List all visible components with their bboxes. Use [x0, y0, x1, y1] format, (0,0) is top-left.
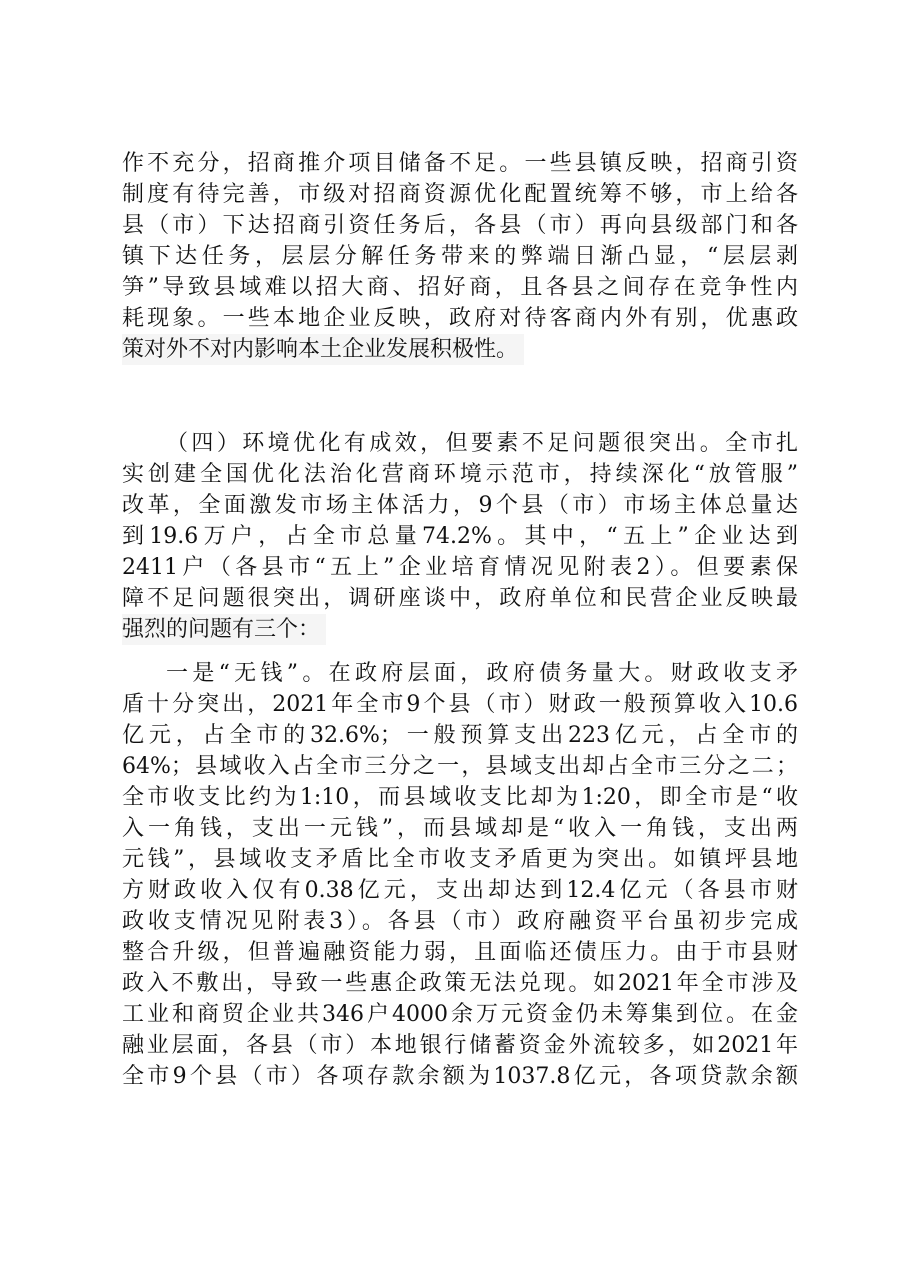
text-line: 政收支情况见附表3）。各县（市）政府融资平台虽初步完成 [122, 909, 798, 934]
text-line: 制度有待完善，市级对招商资源优化配置统筹不够，市上给各 [122, 182, 798, 207]
text-line: 作不充分，招商推介项目储备不足。一些县镇反映，招商引资 [122, 151, 798, 176]
text-line: 政入不敷出，导致一些惠企政策无法兑现。如2021年全市涉及 [122, 971, 798, 996]
text-line: 镇下达任务，层层分解任务带来的弊端日渐凸显，“层层剥 [122, 244, 798, 269]
text-line: 县（市）下达招商引资任务后，各县（市）再向县级部门和各 [122, 213, 798, 238]
text-line: 策对外不对内影响本土企业发展积极性。 [122, 334, 524, 365]
text-line: 元钱”，县域收支矛盾比全市收支矛盾更为突出。如镇坪县地 [122, 847, 798, 872]
paragraph-investment [122, 148, 798, 369]
text-line: 一是“无钱”。在政府层面，政府债务量大。财政收支矛 [166, 661, 798, 686]
text-line: 方财政收入仅有0.38亿元，支出却达到12.4亿元（各县市财 [122, 878, 798, 903]
text-line: 盾十分突出，2021年全市9个县（市）财政一般预算收入10.6 [122, 692, 798, 717]
text-line: 强烈的问题有三个： [122, 614, 326, 645]
text-line: 入一角钱，支出一元钱”，而县域却是“收入一角钱，支出两 [122, 816, 798, 841]
text-line: 耗现象。一些本地企业反映，政府对待客商内外有别，优惠政 [122, 306, 798, 331]
text-line: （四）环境优化有成效，但要素不足问题很突出。全市扎 [166, 431, 798, 456]
text-line: 实创建全国优化法治化营商环境示范市，持续深化“放管服” [122, 462, 798, 487]
paragraph-environment [122, 428, 798, 649]
text-line: 到19.6万户，占全市总量74.2%。其中，“五上”企业达到 [122, 524, 798, 549]
text-line: 全市收支比约为1:10，而县域收支比却为1:20，即全市是“收 [122, 785, 798, 810]
text-line: 全市9个县（市）各项存款余额为1037.8亿元，各项贷款余额 [122, 1064, 798, 1089]
paragraph-no-money [122, 658, 798, 1092]
text-line: 融业层面，各县（市）本地银行储蓄资金外流较多，如2021年 [122, 1033, 798, 1058]
text-line: 笋”导致县域难以招大商、招好商，且各县之间存在竞争性内 [122, 275, 798, 300]
text-line: 整合升级，但普遍融资能力弱，且面临还债压力。由于市县财 [122, 940, 798, 965]
text-line: 亿元，占全市的32.6%；一般预算支出223亿元，占全市的 [122, 723, 798, 748]
text-line: 工业和商贸企业共346户4000余万元资金仍未筹集到位。在金 [122, 1002, 798, 1027]
text-line: 改革，全面激发市场主体活力，9个县（市）市场主体总量达 [122, 493, 798, 518]
text-line: 64%；县域收入占全市三分之一，县域支出却占全市三分之二； [122, 754, 798, 779]
text-line: 障不足问题很突出，调研座谈中，政府单位和民营企业反映最 [122, 586, 798, 611]
text-line: 2411户（各县市“五上”企业培育情况见附表2）。但要素保 [122, 555, 798, 580]
